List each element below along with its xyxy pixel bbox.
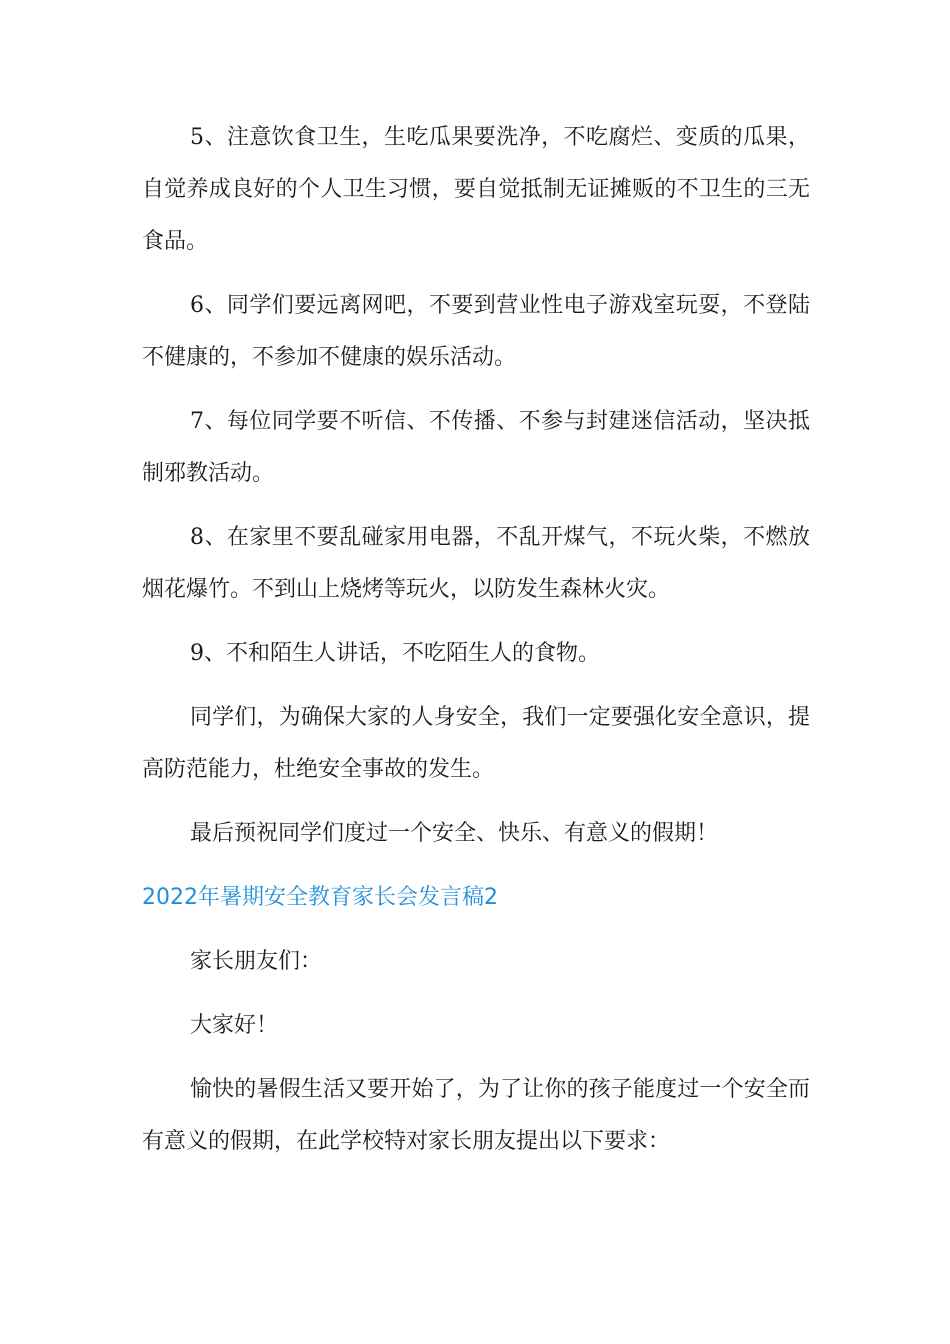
paragraph-closing-appeal: 同学们，为确保大家的人身安全，我们一定要强化安全意识，提高防范能力，杜绝安全事故的发生。 [142, 705, 810, 782]
paragraph-item-9: 9、不和陌生人讲话，不吃陌生人的食物。 [190, 641, 600, 666]
paragraph-salutation: 家长朋友们： [190, 949, 323, 974]
paragraph-item-5: 5、注意饮食卫生，生吃瓜果要洗净，不吃腐烂、变质的瓜果，自觉养成良好的个人卫生习惯，要自觉抵制无证摊贩的不卫生的三无食品。 [142, 125, 810, 254]
paragraph-greeting: 大家好！ [190, 1013, 279, 1038]
paragraph-item-8: 8、在家里不要乱碰家用电器，不乱开煤气，不玩火柴，不燃放烟花爆竹。不到山上烧烤等玩火，以防发生森林火灾。 [142, 525, 810, 602]
document-body [142, 112, 810, 1180]
paragraph-intro: 愉快的暑假生活又要开始了，为了让你的孩子能度过一个安全而有意义的假期，在此学校特对家长朋友提出以下要求： [142, 1077, 810, 1154]
section-heading: 2022年暑期安全教育家长会发言稿2 [142, 885, 498, 910]
paragraph-item-6: 6、同学们要远离网吧，不要到营业性电子游戏室玩耍，不登陆不健康的，不参加不健康的娱乐活动。 [142, 293, 810, 370]
paragraph-item-7: 7、每位同学要不听信、不传播、不参与封建迷信活动，坚决抵制邪教活动。 [142, 409, 810, 486]
paragraph-final-wish: 最后预祝同学们度过一个安全、快乐、有意义的假期！ [190, 821, 719, 846]
